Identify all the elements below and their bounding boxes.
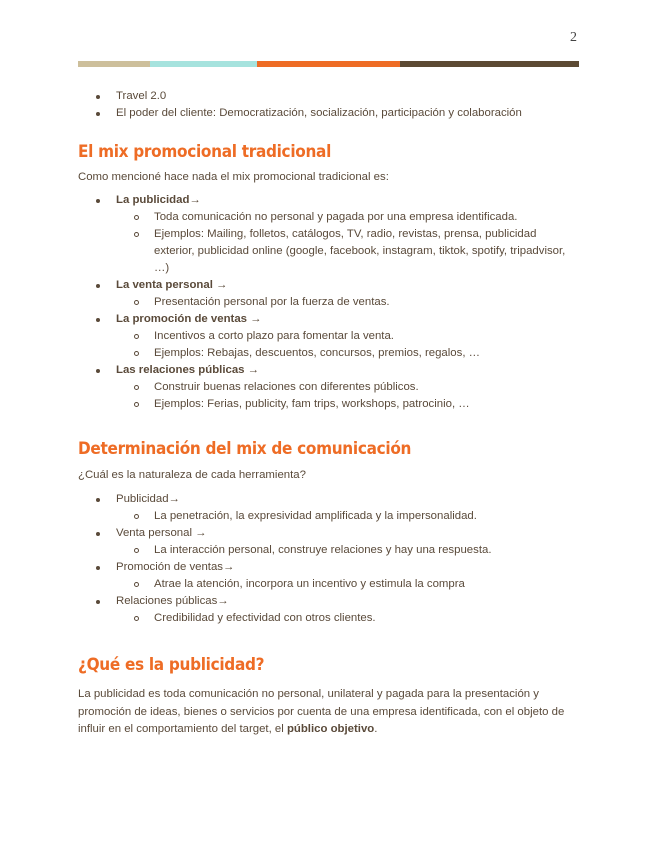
color-bar-segment-beige <box>78 61 150 67</box>
list-item <box>78 311 579 362</box>
publico-objetivo-term: público objetivo <box>286 723 375 735</box>
section-heading-que-es-publicidad: ¿Qué es la publicidad? <box>78 655 265 675</box>
sub-list-item: Atrae la atención, incorpora un incentivo y estimula la compra <box>116 576 579 593</box>
list-item <box>78 192 579 277</box>
color-bar-segment-orange <box>257 61 400 67</box>
section1-list <box>78 192 579 413</box>
list-item: Travel 2.0 <box>78 88 579 105</box>
list-item <box>78 593 579 627</box>
list-item <box>78 362 579 413</box>
sub-list-item: Construir buenas relaciones con diferentes públicos. <box>116 379 579 396</box>
section-heading-mix-promocional: El mix promocional tradicional <box>78 142 332 162</box>
sub-list-item: Ejemplos: Rebajas, descuentos, concursos, premios, regalos, … <box>116 345 579 362</box>
list-item <box>78 491 579 525</box>
sub-list-item: La interacción personal, construye relaciones y hay una respuesta. <box>116 542 579 559</box>
color-bar-segment-aqua <box>150 61 257 67</box>
intro-list <box>78 88 579 122</box>
section2-list <box>78 491 579 627</box>
list-item <box>78 277 579 311</box>
header-color-bar <box>78 61 579 67</box>
section3-paragraph: La publicidad es toda comunicación no personal, unilateral y pagada para la presentación y promoción de ideas, bienes o servicios por cuenta de una empresa identificada, con el objeto de influir en el comportamiento del target, el público objetivo. <box>78 688 565 735</box>
list-item-label: Las relaciones públicas → <box>116 364 260 376</box>
list-item <box>78 525 579 559</box>
list-item-label: Promoción de ventas→ <box>116 561 235 573</box>
section1-intro: Como mencioné hace nada el mix promocional tradicional es: <box>78 171 389 183</box>
list-item-label: La publicidad→ <box>116 194 201 206</box>
page-number: 2 <box>570 30 577 45</box>
list-item-label: La venta personal → <box>116 279 228 291</box>
sub-list-item: Ejemplos: Mailing, folletos, catálogos, TV, radio, revistas, prensa, publicidad exterior, publicidad online (google, facebook, instagram, tiktok, spotify, tripadvisor, …) <box>116 226 579 277</box>
list-item <box>78 559 579 593</box>
sub-list-item: La penetración, la expresividad amplificada y la impersonalidad. <box>116 508 579 525</box>
section2-intro: ¿Cuál es la naturaleza de cada herramienta? <box>78 469 306 481</box>
sub-list-item: Ejemplos: Ferias, publicity, fam trips, workshops, patrocinio, … <box>116 396 579 413</box>
list-item-label: Venta personal → <box>116 527 207 539</box>
list-item-label: Publicidad→ <box>116 493 180 505</box>
sub-list-item: Incentivos a corto plazo para fomentar la venta. <box>116 328 579 345</box>
document-body <box>78 88 579 739</box>
sub-list-item: Presentación personal por la fuerza de ventas. <box>116 294 579 311</box>
sub-list-item: Toda comunicación no personal y pagada por una empresa identificada. <box>116 209 579 226</box>
list-item-label: Relaciones públicas→ <box>116 595 229 607</box>
section-heading-determinacion-mix: Determinación del mix de comunicación <box>78 439 412 459</box>
list-item: El poder del cliente: Democratización, socialización, participación y colaboración <box>78 105 579 122</box>
color-bar-segment-brown <box>400 61 579 67</box>
list-item-label: La promoción de ventas → <box>116 313 262 325</box>
sub-list-item: Credibilidad y efectividad con otros clientes. <box>116 610 579 627</box>
